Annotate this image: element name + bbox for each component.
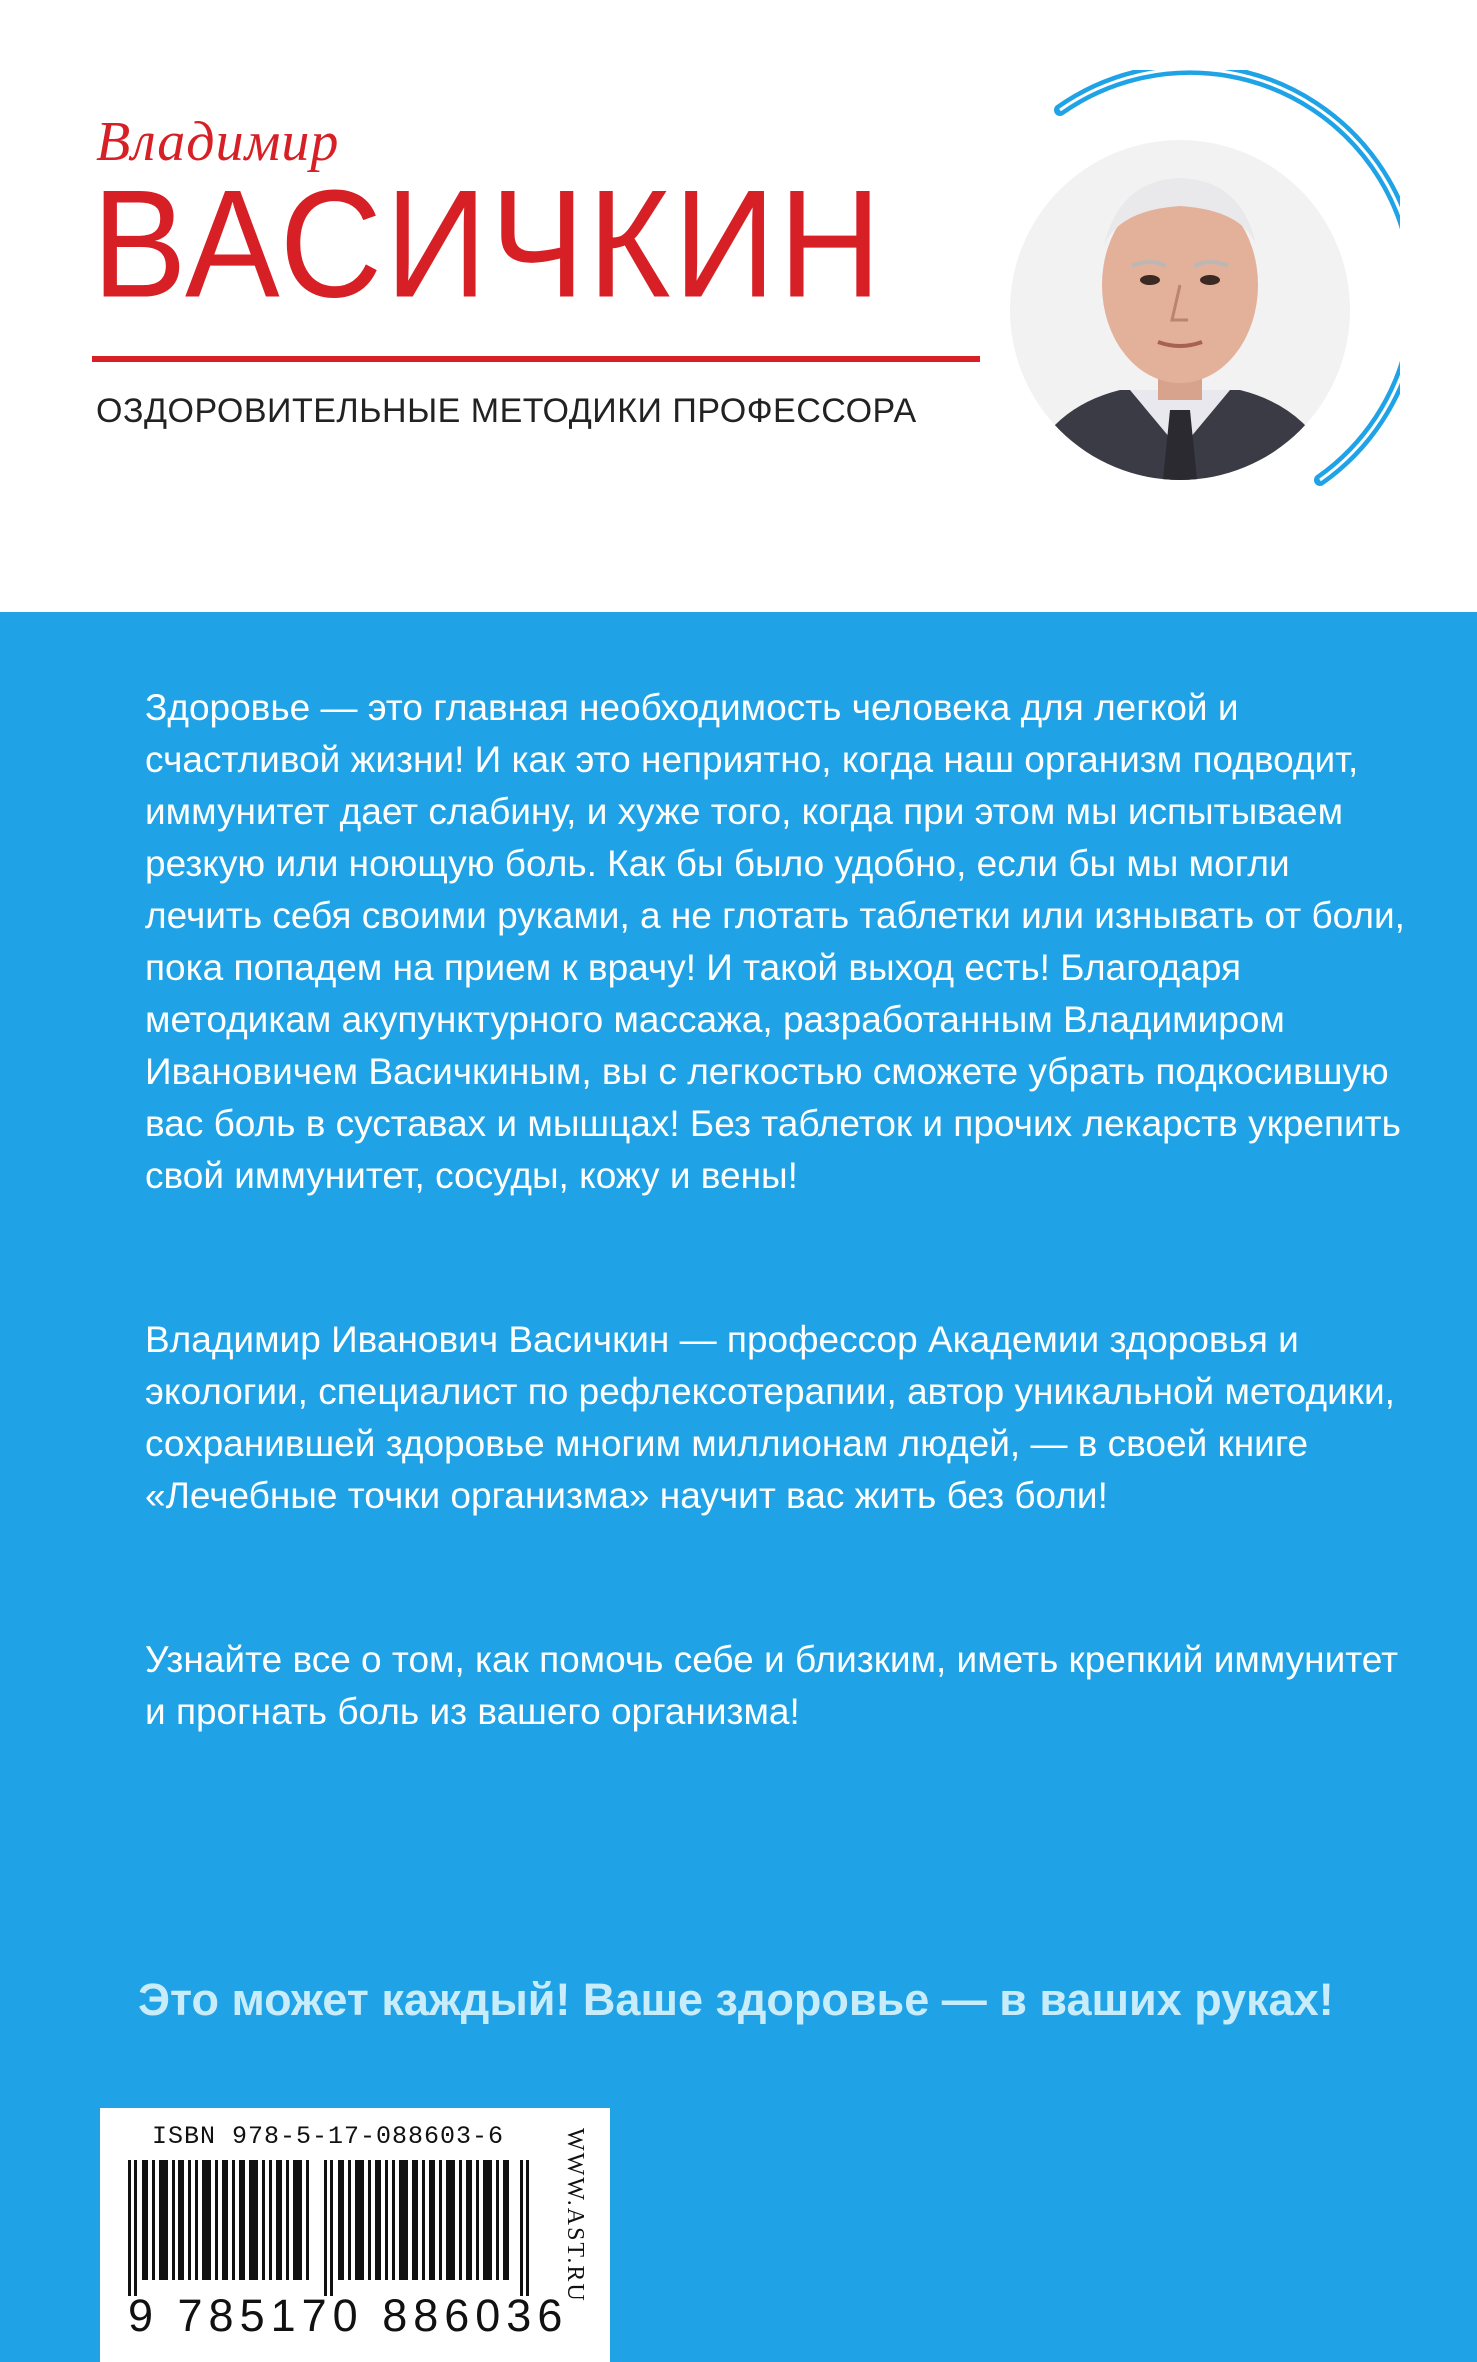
slogan: Это может каждый! Ваше здоровье — в ваших руках! — [138, 1974, 1334, 2025]
cover-header — [0, 0, 1477, 612]
barcode-block — [100, 2108, 610, 2362]
barcode-digits: 9 785170 886036 — [128, 2290, 569, 2341]
red-divider — [92, 356, 980, 362]
description-paragraph-3: Узнайте все о том, как помочь себе и близким, иметь крепкий иммунитет и прогнать боль из вашего организма! — [145, 1639, 1399, 1732]
barcode-bars — [128, 2160, 536, 2296]
isbn-label: ISBN 978-5-17-088603-6 — [152, 2122, 505, 2151]
description-panel — [0, 612, 1477, 2362]
author-first-name: Владимир — [96, 111, 340, 173]
author-portrait — [980, 70, 1400, 530]
author-last-name: ВАСИЧКИН — [92, 158, 885, 330]
series-title: ОЗДОРОВИТЕЛЬНЫЕ МЕТОДИКИ ПРОФЕССОРА — [96, 392, 917, 430]
description-paragraph-1: Здоровье — это главная необходимость человека для легкой и счастливой жизни! И как это неприятно, когда наш организм подводит, иммунитет дает слабину, и хуже того, когда при этом мы испытываем резкую или ноющую боль. Как бы было удобно, если бы мы могли лечить себя своими руками, а не глотать таблетки или изнывать от боли, пока попадем на прием к врачу! И такой выход есть! Благодаря методикам акупунктурного массажа, разработанным Владимиром Ивановичем Васичкиным, вы с легкостью сможете убрать подкосившую вас боль в суставах и мышцах! Без таблеток и прочих лекарств укрепить свой иммунитет, сосуды, кожу и вены! — [145, 687, 1405, 1196]
description-paragraph-2: Владимир Иванович Васичкин — профессор Академии здоровья и экологии, специалист по рефлексотерапии, автор уникальной методики, сохранившей здоровье многим миллионам людей, — в своей книге «Лечебные точки организма» научит вас жить без боли! — [145, 1319, 1395, 1516]
publisher-website: WWW.AST.RU — [562, 2128, 588, 2303]
